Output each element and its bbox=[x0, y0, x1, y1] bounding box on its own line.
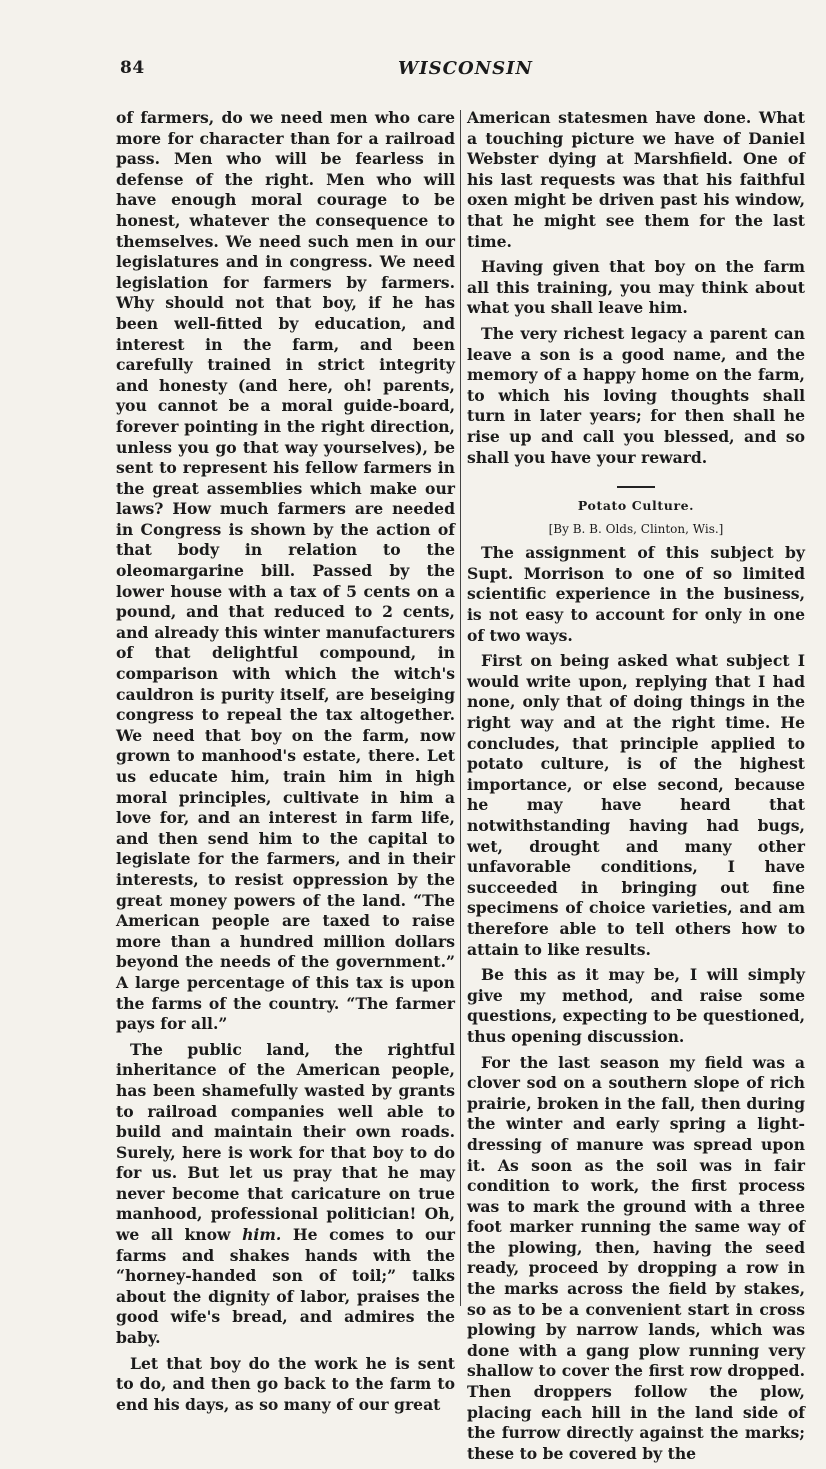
text-run: The public land, the rightful inheritance of the American people, has been shamefully wasted by grants to railroad companies well able to build and maintain their own roads. Surely, here is work for that boy to do for us. But let us pray that he may never become that caricature on true manhood, professional politician! Oh, we all know bbox=[116, 1039, 455, 1245]
text-run: He comes to our farms and shakes hands with the “horney-handed son of toil;” talks about the dignity of labor, praises the good wife's bread, and admires the baby. bbox=[116, 1225, 455, 1348]
paragraph: For the last season my field was a clover sod on a southern slope of rich prairie, broken in the fall, then during the winter and early spring a light-dressing of manure was spread upon it. As soon as the soil was in fair condition to work, the first process was to mark the ground with a three foot marker running the same way of the plowing, then, having the seed ready, proceed by dropping a row in the marks across the field by stakes, so as to be a convenient start in cross plowing by narrow lands, which was done with a gang plow running very shallow to cover the first row dropped. Then droppers follow the plow, placing each hill in the land side of the furrow directly against the marks; these to be covered by the bbox=[467, 1052, 805, 1463]
running-head: WISCONSIN bbox=[398, 58, 533, 79]
paragraph: Having given that boy on the farm all this training, you may think about what you shall leave him. bbox=[467, 257, 805, 318]
article-byline: [By B. B. Olds, Clinton, Wis.] bbox=[548, 521, 724, 536]
column-rule bbox=[460, 110, 461, 1306]
page-number: 84 bbox=[120, 58, 145, 78]
paragraph: First on being asked what subject I would write upon, replying that I had none, only that of doing things in the right way and at the right time. He concludes, that principle applied to potato culture, is of the highest importance, or else second, because he may have heard that notwithstanding having had bugs, wet, drought and many other unfavorable conditions, I have succeeded in bringing out fine specimens of choice varieties, and am therefore able to tell others how to attain to like results. bbox=[467, 651, 805, 959]
paragraph bbox=[116, 1040, 455, 1349]
italic-text: him. bbox=[242, 1225, 282, 1245]
paragraph: Be this as it may be, I will simply give my method, and raise some questions, expecting to be questioned, thus opening discussion. bbox=[467, 965, 805, 1046]
left-column bbox=[116, 108, 455, 1420]
paragraph: The assignment of this subject by Supt. Morrison to one of so limited scientific experience in the business, is not easy to account for only in one of two ways. bbox=[467, 543, 805, 645]
paragraph: of farmers, do we need men who care more for character than for a railroad pass. Men who will be fearless in defense of the right. Men who will have enough moral courage to be honest, whatever the consequence to themselves. We need such men in our legislatures and in congress. We need legislation for farmers by farmers. Why should not that boy, if he has been well-fitted by education, and interest in the farm, and been carefully trained in strict integrity and honesty (and here, oh! parents, you cannot be a moral guide-board, forever pointing in the right direction, unless you go that way yourselves), be sent to represent his fellow farmers in the great assemblies which make our laws? How much farmers are needed in Congress is shown by the action of that body in relation to the oleomargarine bill. Passed by the lower house with a tax of 5 cents on a pound, and that reduced to 2 cents, and already this winter manufacturers of that delightful compound, in comparison with which the witch's cauldron is purity itself, are beseiging congress to repeal the tax altogether. We need that boy on the farm, now grown to manhood's estate, there. Let us educate him, train him in high moral principles, cultivate in him a love for, and an interest in farm life, and then send him to the capital to legislate for the farmers, and in their interests, to resist oppression by the great money powers of the land. “The American people are taxed to raise more than a hundred million dollars beyond the needs of the government.” A large percentage of this tax is upon the farms of the country. “The farmer pays for all.” bbox=[116, 108, 455, 1034]
paragraph: American statesmen have done. What a touching picture we have of Daniel Webster dying at Marshfield. One of his last requests was that his faithful oxen might be driven past his window, that he might see them for the last time. bbox=[467, 108, 805, 251]
article-title: Potato Culture. bbox=[577, 498, 695, 514]
right-column bbox=[467, 108, 805, 1469]
paragraph: Let that boy do the work he is sent to do, and then go back to the farm to end his days, as so many of our great bbox=[116, 1353, 455, 1414]
article-divider bbox=[617, 486, 655, 488]
paragraph: The very richest legacy a parent can leave a son is a good name, and the memory of a happy home on the farm, to which his loving thoughts shall turn in later years; for then shall he rise up and call you blessed, and so shall you have your reward. bbox=[467, 323, 805, 467]
